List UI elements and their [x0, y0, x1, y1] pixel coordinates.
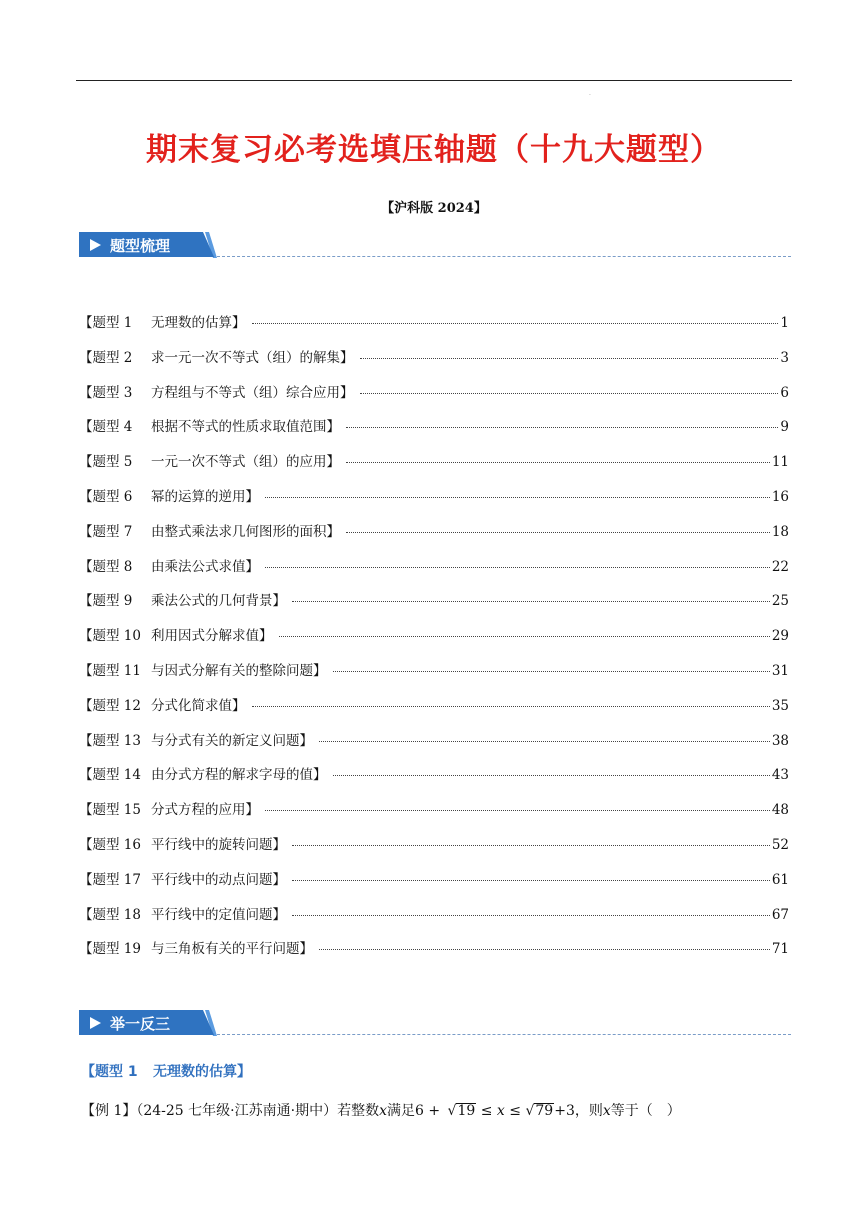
toc-entry-number: 【题型 7: [79, 523, 133, 540]
toc-entry-title: 平行线中的旋转问题】: [151, 837, 286, 853]
toc-entry-number: 【题型 10: [79, 628, 141, 645]
toc-dot-leader: [346, 532, 770, 533]
math-rhs: +3，则: [554, 1103, 603, 1119]
header-rule: [76, 80, 792, 81]
toc-entry-number: 【题型 19: [79, 941, 141, 958]
toc-dot-leader: [360, 358, 779, 359]
page-title: 期末复习必考选填压轴题（十九大题型）: [146, 132, 722, 168]
toc-entry[interactable]: [79, 346, 789, 368]
toc-entry[interactable]: [79, 555, 789, 577]
toc-entry-page: 35: [771, 697, 789, 714]
toc-entry-page: 9: [780, 419, 789, 436]
toc-entry[interactable]: [79, 311, 789, 333]
toc-entry-page: 43: [771, 767, 789, 784]
section-header-examples: [79, 1010, 791, 1038]
toc-entry[interactable]: [79, 763, 789, 785]
toc-dot-leader: [265, 567, 770, 568]
toc-entry-number: 【题型 12: [79, 697, 141, 714]
toc-entry-page: 61: [771, 871, 789, 888]
toc-entry-title: 方程组与不等式（组）综合应用】: [151, 384, 354, 401]
toc-dot-leader: [319, 741, 770, 742]
toc-entry-number: 【题型 1: [79, 315, 133, 331]
toc-entry-number: 【题型 11: [79, 663, 141, 679]
toc-dot-leader: [252, 323, 779, 324]
toc-dot-leader: [252, 706, 770, 707]
toc-entry-page: 25: [771, 593, 789, 610]
type-1-title: 无理数的估算】: [153, 1064, 251, 1080]
toc-entry-title: 与因式分解有关的整除问题】: [151, 663, 327, 679]
decorative-dot: ·: [589, 92, 591, 99]
toc-entry-number: 【题型 4: [79, 419, 133, 436]
toc-entry[interactable]: [79, 868, 789, 890]
toc-entry-title: 利用因式分解求值】: [151, 628, 273, 645]
toc-entry[interactable]: [79, 450, 789, 472]
toc-entry[interactable]: [79, 381, 789, 403]
toc-entry-number: 【题型 14: [79, 767, 141, 784]
toc-entry[interactable]: [79, 624, 789, 646]
toc-dot-leader: [333, 671, 770, 672]
variable-x: x: [496, 1103, 505, 1119]
toc-dot-leader: [292, 880, 770, 881]
variable-x: x: [602, 1103, 611, 1119]
example-text: 满足: [386, 1103, 415, 1119]
type-1-number: 【题型 1: [81, 1064, 138, 1080]
toc-entry-number: 【题型 9: [79, 593, 133, 610]
example-source: （24-25 七年级·江苏南通·期中）若整数: [136, 1103, 380, 1119]
section-divider: [217, 256, 791, 257]
toc-entry-number: 【题型 17: [79, 871, 141, 888]
edition-label: 【沪科版 2024】: [381, 201, 487, 216]
toc-entry-page: 48: [771, 802, 789, 819]
toc-entry[interactable]: [79, 694, 789, 716]
toc-dot-leader: [319, 949, 770, 950]
toc-entry-title: 由整式乘法求几何图形的面积】: [151, 523, 340, 540]
toc-entry-title: 分式化简求值】: [151, 697, 246, 714]
play-arrow-icon: [90, 1017, 101, 1029]
toc-entry-number: 【题型 6: [79, 489, 133, 505]
toc-entry-number: 【题型 15: [79, 802, 141, 819]
toc-entry-title: 平行线中的定值问题】: [151, 906, 286, 923]
toc-entry[interactable]: [79, 833, 789, 855]
variable-x: x: [379, 1103, 387, 1119]
toc-entry-page: 38: [771, 732, 789, 749]
section-title-examples: 举一反三: [110, 1015, 171, 1033]
toc-entry[interactable]: [79, 937, 789, 959]
toc-entry-page: 22: [771, 558, 789, 575]
radical-sign: √: [525, 1103, 535, 1119]
toc-entry-page: 3: [780, 349, 789, 366]
toc-entry-title: 乘法公式的几何背景】: [151, 593, 286, 610]
play-arrow-icon: [90, 239, 101, 251]
toc-entry-title: 幂的运算的逆用】: [151, 489, 259, 505]
radical-sign: √: [447, 1103, 457, 1119]
example-question: 等于（ ）: [610, 1103, 681, 1119]
toc-entry-title: 无理数的估算】: [151, 315, 246, 331]
section-divider: [217, 1034, 791, 1035]
section-header-toc: [79, 232, 791, 260]
toc-entry-page: 11: [771, 454, 789, 471]
math-lhs: 6 +: [414, 1103, 445, 1119]
toc-entry-title: 求一元一次不等式（组）的解集】: [151, 349, 354, 366]
toc-entry[interactable]: [79, 729, 789, 751]
toc-dot-leader: [292, 601, 770, 602]
toc-entry-title: 分式方程的应用】: [151, 802, 259, 819]
toc-entry-number: 【题型 8: [79, 558, 133, 575]
toc-entry-title: 根据不等式的性质求取值范围】: [151, 419, 340, 436]
less-equal: ≤: [504, 1103, 526, 1119]
toc-entry[interactable]: [79, 659, 789, 681]
toc-dot-leader: [346, 462, 770, 463]
toc-dot-leader: [265, 810, 770, 811]
toc-dot-leader: [360, 393, 779, 394]
toc-entry-number: 【题型 3: [79, 384, 133, 401]
toc-entry-number: 【题型 16: [79, 837, 141, 853]
toc-entry-page: 31: [771, 663, 789, 679]
toc-entry-title: 与分式有关的新定义问题】: [151, 732, 313, 749]
toc-entry-number: 【题型 2: [79, 349, 133, 366]
toc-entry-page: 18: [771, 523, 789, 540]
toc-entry-page: 29: [771, 628, 789, 645]
toc-entry[interactable]: [79, 589, 789, 611]
toc-entry-title: 一元一次不等式（组）的应用】: [151, 454, 340, 471]
toc-entry[interactable]: [79, 415, 789, 437]
toc-dot-leader: [265, 497, 770, 498]
example-label: 【例 1】: [81, 1103, 137, 1119]
toc-dot-leader: [346, 427, 778, 428]
example-1: [81, 1100, 681, 1120]
toc-entry-title: 由乘法公式求值】: [151, 558, 259, 575]
sqrt-19: 19: [457, 1103, 476, 1119]
toc-entry-page: 1: [780, 315, 789, 331]
toc-entry[interactable]: [79, 520, 789, 542]
toc-entry-title: 由分式方程的解求字母的值】: [151, 767, 327, 784]
sqrt-79: 79: [535, 1103, 554, 1119]
toc-entry-page: 6: [780, 384, 789, 401]
toc-entry-page: 67: [771, 906, 789, 923]
toc-entry-page: 16: [771, 489, 789, 505]
toc-dot-leader: [292, 845, 770, 846]
toc-entry-page: 52: [771, 837, 789, 853]
toc-dot-leader: [333, 775, 770, 776]
type-1-heading: [81, 1061, 251, 1081]
less-equal: ≤: [476, 1103, 497, 1119]
toc-entry-number: 【题型 5: [79, 454, 133, 471]
section-title-toc: 题型梳理: [110, 237, 171, 255]
toc-entry-title: 平行线中的动点问题】: [151, 871, 286, 888]
toc-entry[interactable]: [79, 903, 789, 925]
toc-entry[interactable]: [79, 798, 789, 820]
toc-entry[interactable]: [79, 485, 789, 507]
toc-dot-leader: [292, 915, 770, 916]
toc-entry-page: 71: [771, 941, 789, 958]
toc-entry-title: 与三角板有关的平行问题】: [151, 941, 313, 958]
toc-entry-number: 【题型 13: [79, 732, 141, 749]
toc-entry-number: 【题型 18: [79, 906, 141, 923]
toc-dot-leader: [279, 636, 770, 637]
